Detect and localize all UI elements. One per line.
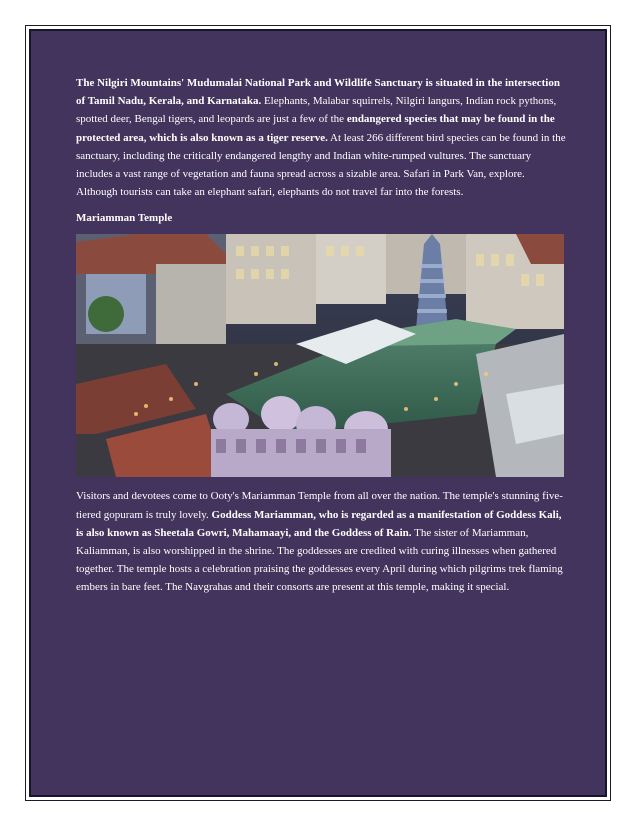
mudumalai-reserve-bold: endangered species that may be found in the protected area, which is also known as a tiger reserve. [76,113,555,144]
mariamman-temple-photo [76,234,564,477]
mudumalai-paragraph [76,74,566,201]
page-content [76,74,566,597]
mudumalai-intro-bold: The Nilgiri Mountains' Mudumalai National Park and Wildlife Sanctuary is situated in the intersection of Tamil Nadu, Kerala, and Karnataka. [76,77,560,108]
mariamman-heading: Mariamman Temple [76,212,173,225]
mariamman-goddess-bold: Goddess Mariamman, who is regarded as a manifestation of Goddess Kali, is also known as Sheetala Gowri, Mahamaayi, and the Goddess of Rain. [76,508,562,539]
mariamman-intro-text: Visitors and devotees come to Ooty's Mariamman Temple from all over the nation. The temple's stunning five-tiered gopuram is truly lovely. [76,490,563,521]
mariamman-paragraph [76,487,566,596]
mariamman-festival-text: The sister of Mariamman, Kaliamman, is also worshipped in the shrine. The goddesses are credited with curing illnesses when gathered together. The temple hosts a celebration praising the goddesses every April during which pilgrims trek flaming embers in bare feet. The Navgrahas and their consorts are present at this temple, making it special. [76,526,563,594]
mudumalai-species-text: Elephants, Malabar squirrels, Nilgiri langurs, Indian rock pythons, spotted deer, Bengal tigers, and leopards are just a few of the [76,95,557,126]
mudumalai-birds-text: At least 266 different bird species can be found in the sanctuary, including the critically endangered lengthy and Indian white-rumped vultures. The sanctuary includes a vast range of vegetation and fauna spread across a sizable area. Safari in Park Van, explore. Although tourists can take an elephant safari, elephants do not travel far into the forests. [76,131,566,199]
